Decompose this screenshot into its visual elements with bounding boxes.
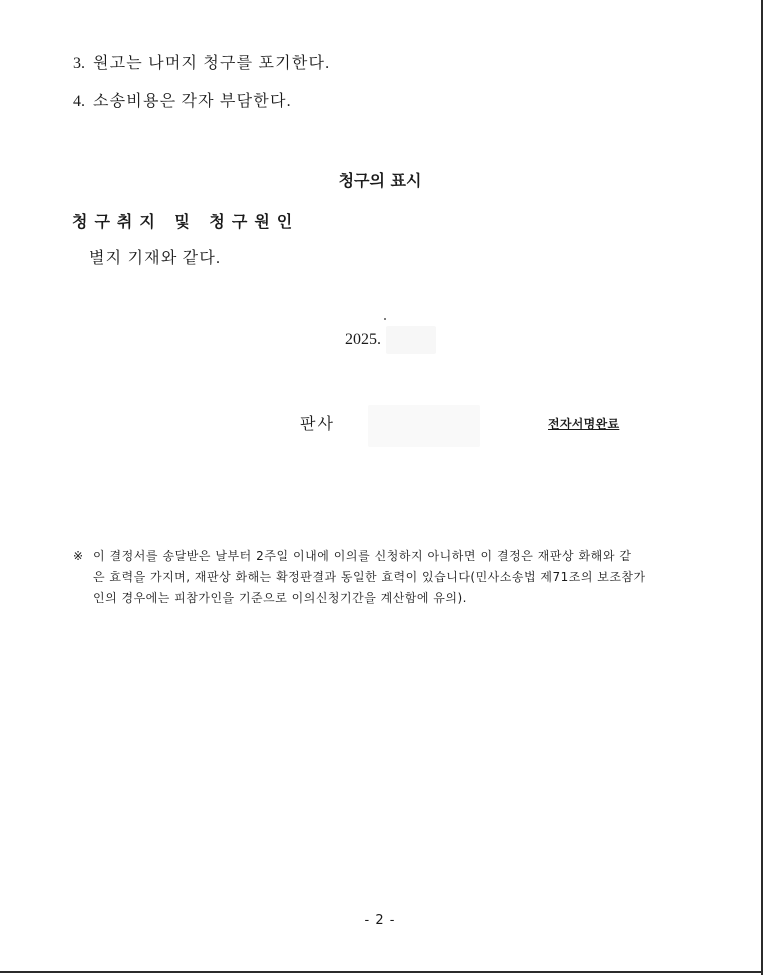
claim-body-text: 별지 기재와 같다. xyxy=(89,250,222,267)
redacted-judge-name xyxy=(368,405,480,447)
page-number: - 2 - xyxy=(364,913,396,928)
order-item-4 xyxy=(73,92,292,112)
claim-section-title: 청구의 표시 xyxy=(338,171,422,190)
claim-subheading: 청구취지 및 청구원인 xyxy=(72,212,300,231)
notice-line: 이 결정서를 송달받은 날부터 2주일 이내에 이의를 신청하지 아니하면 이 결정은 재판상 화해와 같 xyxy=(93,549,632,563)
objection-notice xyxy=(93,546,693,609)
redacted-date-area xyxy=(386,326,436,354)
electronic-signature-stamp: 전자서명완료 xyxy=(548,417,620,431)
order-item-text: 원고는 나머지 청구를 포기한다. xyxy=(93,55,331,72)
order-item-3 xyxy=(73,54,330,74)
notice-line: 은 효력을 가지며, 재판상 화해는 확정판결과 동일한 효력이 있습니다(민사소송법 제71조의 보조참가 xyxy=(93,570,646,584)
order-item-number: 4. xyxy=(73,93,85,110)
page-border-right xyxy=(761,0,763,975)
notice-reference-mark: ※ xyxy=(73,549,84,563)
decision-date: 2025. xyxy=(345,331,381,348)
order-item-number: 3. xyxy=(73,55,85,72)
notice-line: 인의 경우에는 피참가인을 기준으로 이의신청기간을 계산함에 유의). xyxy=(93,591,467,605)
page-border-bottom xyxy=(0,971,763,973)
judge-label: 판사 xyxy=(300,416,335,433)
redaction-dot xyxy=(384,318,386,320)
order-item-text: 소송비용은 각자 부담한다. xyxy=(93,93,292,110)
